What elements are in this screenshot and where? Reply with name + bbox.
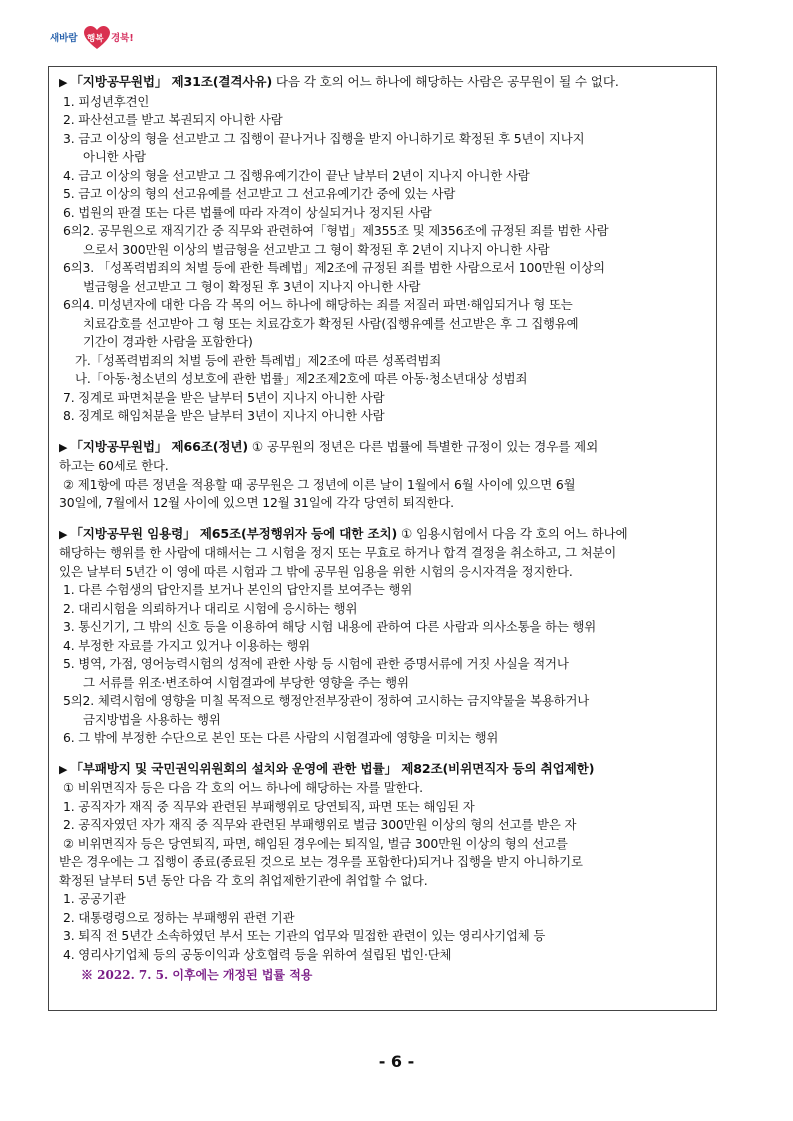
text-line: ① 비위면직자 등은 다음 각 호의 어느 하나에 해당하는 자를 말한다. [63,780,423,795]
text-line: 2. 대리시험을 의뢰하거나 대리로 시험에 응시하는 행위 [63,600,358,616]
triangle-bullet-icon: ▶ [59,440,68,454]
text-line: 6의3. 「성폭력범죄의 처벌 등에 관한 특례법」제2조에 규정된 죄를 범한 사람으로서 100만원 이상의 [63,260,605,275]
section-title: 「부패방지 및 국민권익위원회의 설치와 운영에 관한 법률」 제82조(비위면직자 등의 취업제한) [70,760,595,776]
text-line: 있은 날부터 5년간 이 영에 따른 시험과 그 밖에 공무원 임용을 위한 시험의 응시자격을 정지한다. [59,563,573,579]
text-line: 으로서 300만원 이상의 벌금형을 선고받고 그 형이 확정된 후 2년이 지나지 아니한 사람 [83,241,550,257]
section-heading [59,760,709,780]
text-line: 2. 대통령령으로 정하는 부패행위 관련 기관 [63,909,295,925]
text-line: 가.「성폭력범죄의 처벌 등에 관한 특례법」제2조에 따른 성폭력범죄 [75,352,442,368]
section-title: 「지방공무원법」 제66조(정년) [70,438,249,454]
section-heading-text: 다음 각 호의 어느 하나에 해당하는 사람은 공무원이 될 수 없다. [272,74,619,89]
logo [14,26,134,52]
law-section [59,525,709,748]
section-heading [59,73,709,93]
text-line: 아니한 사람 [83,149,146,164]
law-section [59,760,709,984]
text-line: 2. 파산선고를 받고 복권되지 아니한 사람 [63,112,283,127]
triangle-bullet-icon: ▶ [59,527,68,541]
text-line: ② 비위면직자 등은 당연퇴직, 파면, 해임된 경우에는 퇴직일, 벌금 300만원 이상의 형의 선고를 [63,835,568,851]
text-line: 하고는 60세로 한다. [59,458,169,473]
text-line: 기간이 경과한 사람을 포함한다) [83,334,253,349]
text-line: 3. 금고 이상의 형을 선고받고 그 집행이 끝나거나 집행을 받지 아니하기로 확정된 후 5년이 지나지 [63,130,585,146]
page-number: - 6 - [378,1052,415,1071]
text-line: 5. 금고 이상의 형의 선고유예를 선고받고 그 선고유예기간 중에 있는 사람 [63,186,456,201]
section-heading [59,525,709,545]
text-line: 벌금형을 선고받고 그 형이 확정된 후 3년이 지나지 아니한 사람 [83,278,421,294]
section-heading-text: ① 임용시험에서 다음 각 호의 어느 하나에 [397,525,628,541]
text-line: 확정된 날부터 5년 동안 다음 각 호의 취업제한기관에 취업할 수 없다. [59,872,428,888]
text-line: 6. 법원의 판결 또는 다른 법률에 따라 자격이 상실되거나 정지된 사람 [63,204,432,220]
section-title: 「지방공무원 임용령」 제65조(부정행위자 등에 대한 조치) [70,525,398,541]
content-body [59,73,709,995]
text-line: 2. 공직자였던 자가 재직 중 직무와 관련된 부패행위로 벌금 300만원 이상의 형의 선고를 받은 자 [63,817,577,832]
text-line: 5의2. 체력시험에 영향을 미칠 목적으로 행정안전부장관이 정하여 고시하는 금지약물을 복용하거나 [63,693,590,708]
text-line: 나.「아동·청소년의 성보호에 관한 법률」제2조제2호에 따른 아동·청소년대상 성범죄 [75,371,528,386]
text-line: 8. 징계로 해임처분을 받은 날부터 3년이 지나지 아니한 사람 [63,408,385,423]
text-line: 7. 징계로 파면처분을 받은 날부터 5년이 지나지 아니한 사람 [63,389,385,405]
section-title: 「지방공무원법」 제31조(결격사유) [70,74,273,89]
logo-text-right: 경북! [111,33,134,44]
text-line: 해당하는 행위를 한 사람에 대해서는 그 시험을 정지 또는 무효로 하거나 합격 결정을 취소하고, 그 처분이 [59,545,617,560]
text-line: 6. 그 밖에 부정한 수단으로 본인 또는 다른 사람의 시험결과에 영향을 미치는 행위 [63,730,499,745]
text-line: 금지방법을 사용하는 행위 [83,711,221,727]
text-line: 받은 경우에는 그 집행이 종료(종료된 것으로 보는 경우를 포함한다)되거나 집행을 받지 아니하기로 [59,854,583,869]
text-line: 4. 부정한 자료를 가지고 있거나 이용하는 행위 [63,637,311,653]
text-line: 6의4. 미성년자에 대한 다음 각 목의 어느 하나에 해당하는 죄를 저질러 파면·해임되거나 형 또는 [63,297,573,312]
text-line: 1. 공직자가 재직 중 직무와 관련된 부패행위로 당연퇴직, 파면 또는 해임된 자 [63,798,475,814]
triangle-bullet-icon: ▶ [59,762,68,776]
section-heading-text: ① 공무원의 정년은 다른 법률에 특별한 규정이 있는 경우를 제외 [248,438,599,454]
law-section [59,73,709,426]
text-line: 3. 통신기기, 그 밖의 신호 등을 이용하여 해당 시험 내용에 관하여 다른 사람과 의사소통을 하는 행위 [63,619,597,634]
section-heading [59,438,709,458]
logo-text-heart: 행복 [87,34,104,44]
text-line: 치료감호를 선고받아 그 형 또는 치료감호가 확정된 사람(집행유예를 선고받은 후 그 집행유예 [83,315,579,331]
text-line: 1. 다른 수험생의 답안지를 보거나 본인의 답안지를 보여주는 행위 [63,582,413,597]
triangle-bullet-icon: ▶ [59,76,68,89]
text-line: 그 서류를 위조·변조하여 시험결과에 부당한 영향을 주는 행위 [83,674,409,690]
amendment-note: ※ 2022. 7. 5. 이후에는 개정된 법률 적용 [81,968,313,982]
text-line: 1. 공공기관 [63,891,126,906]
text-line: 5. 병역, 가점, 영어능력시험의 성적에 관한 사항 등 시험에 관한 증명서류에 거짓 사실을 적거나 [63,656,569,671]
law-section [59,438,709,513]
text-line: 4. 금고 이상의 형을 선고받고 그 집행유예기간이 끝난 날부터 2년이 지나지 아니한 사람 [63,167,530,183]
text-line: 3. 퇴직 전 5년간 소속하였던 부서 또는 기관의 업무와 밀접한 관련이 있는 영리사기업체 등 [63,928,546,943]
text-line: 6의2. 공무원으로 재직기간 중 직무와 관련하여「형법」제355조 및 제356조에 규정된 죄를 범한 사람 [63,223,609,238]
content-box [48,66,717,1011]
text-line: 30일에, 7월에서 12월 사이에 있으면 12월 31일에 각각 당연히 퇴직한다. [59,495,454,510]
logo-text-left: 새바람 [50,33,78,44]
text-line: ② 제1항에 따른 정년을 적용할 때 공무원은 그 정년에 이른 날이 1월에서 6월 사이에 있으면 6월 [63,476,576,492]
text-line: 1. 피성년후견인 [63,93,150,109]
text-line: 4. 영리사기업체 등의 공동이익과 상호협력 등을 위하여 설립된 법인·단체 [63,946,452,962]
